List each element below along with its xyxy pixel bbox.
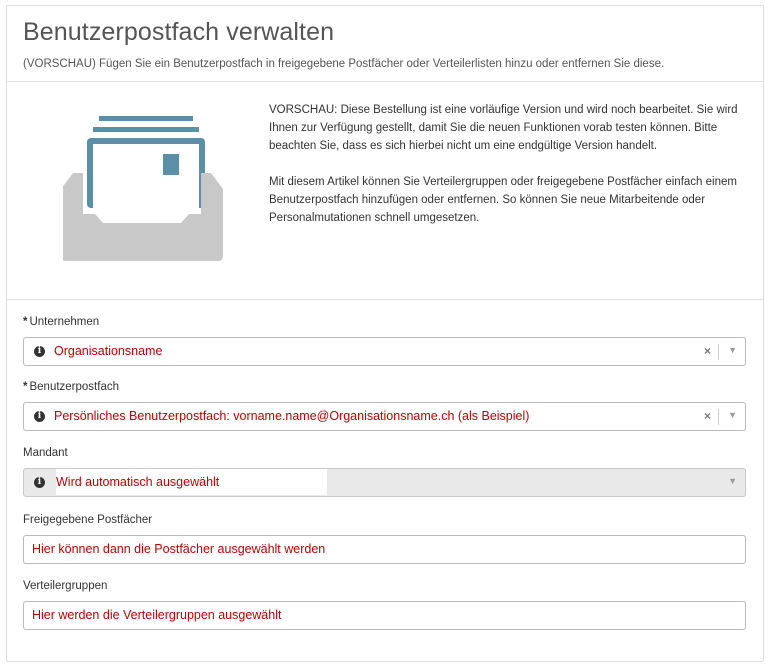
required-marker: * xyxy=(23,316,28,328)
info-icon: i xyxy=(34,346,45,357)
info-icon: i xyxy=(34,477,45,488)
form-divider xyxy=(7,299,763,300)
mandant-value: Wird automatisch ausgewählt xyxy=(56,469,327,495)
clear-icon[interactable]: × xyxy=(703,344,711,358)
inbox-tray-icon xyxy=(63,116,223,261)
select-separator xyxy=(718,344,719,360)
clear-icon[interactable]: × xyxy=(703,409,711,423)
page-subtitle: (VORSCHAU) Fügen Sie ein Benutzerpostfach in freigegebene Postfächer oder Verteilerlisten hinzu oder entfernen Sie diese. xyxy=(23,58,665,70)
freigegebene-postfaecher-label: Freigegebene Postfächer xyxy=(23,514,153,526)
benutzerpostfach-value: Persönliches Benutzerpostfach: vorname.name@Organisationsname.ch (als Beispiel) xyxy=(54,409,530,423)
description xyxy=(269,101,739,245)
chevron-down-icon[interactable]: ▼ xyxy=(728,345,737,355)
unternehmen-value: Organisationsname xyxy=(54,344,163,358)
verteilergruppen-value: Hier werden die Verteilergruppen ausgewählt xyxy=(32,608,282,622)
benutzerpostfach-label xyxy=(23,381,119,393)
required-marker: * xyxy=(23,381,28,393)
unternehmen-select[interactable] xyxy=(23,337,746,366)
freigegebene-postfaecher-input[interactable] xyxy=(23,535,746,564)
description-preview-notice: VORSCHAU: Diese Bestellung ist eine vorläufige Version und wird noch bearbeitet. Sie wird Ihnen zur Verfügung gestellt, damit Sie die neuen Funktionen vorab testen können. Bitte beachten Sie, dass es sich hierbei nicht um eine endgültige Version handelt. xyxy=(269,104,738,152)
mandant-label: Mandant xyxy=(23,447,68,459)
benutzerpostfach-label-text: Benutzerpostfach xyxy=(29,381,119,393)
unternehmen-label-text: Unternehmen xyxy=(29,316,100,328)
description-article-info: Mit diesem Artikel können Sie Verteilergruppen oder freigegebene Postfächer einfach einem Benutzerpostfach hinzufügen oder entfernen. So können Sie neue Mitarbeitende oder Personalmutationen schnell umgesetzen. xyxy=(269,176,737,224)
info-icon: i xyxy=(34,411,45,422)
verteilergruppen-label: Verteilergruppen xyxy=(23,580,108,592)
freigegebene-postfaecher-value: Hier können dann die Postfächer ausgewählt werden xyxy=(32,542,326,556)
page-title: Benutzerpostfach verwalten xyxy=(23,18,335,46)
chevron-down-icon[interactable]: ▼ xyxy=(728,410,737,420)
unternehmen-label xyxy=(23,316,99,328)
verteilergruppen-input[interactable] xyxy=(23,601,746,630)
header-divider xyxy=(7,81,763,82)
select-separator xyxy=(718,409,719,425)
order-form-card xyxy=(6,5,764,662)
benutzerpostfach-select[interactable] xyxy=(23,402,746,431)
chevron-down-icon: ▼ xyxy=(728,476,737,486)
mandant-select xyxy=(23,468,746,497)
